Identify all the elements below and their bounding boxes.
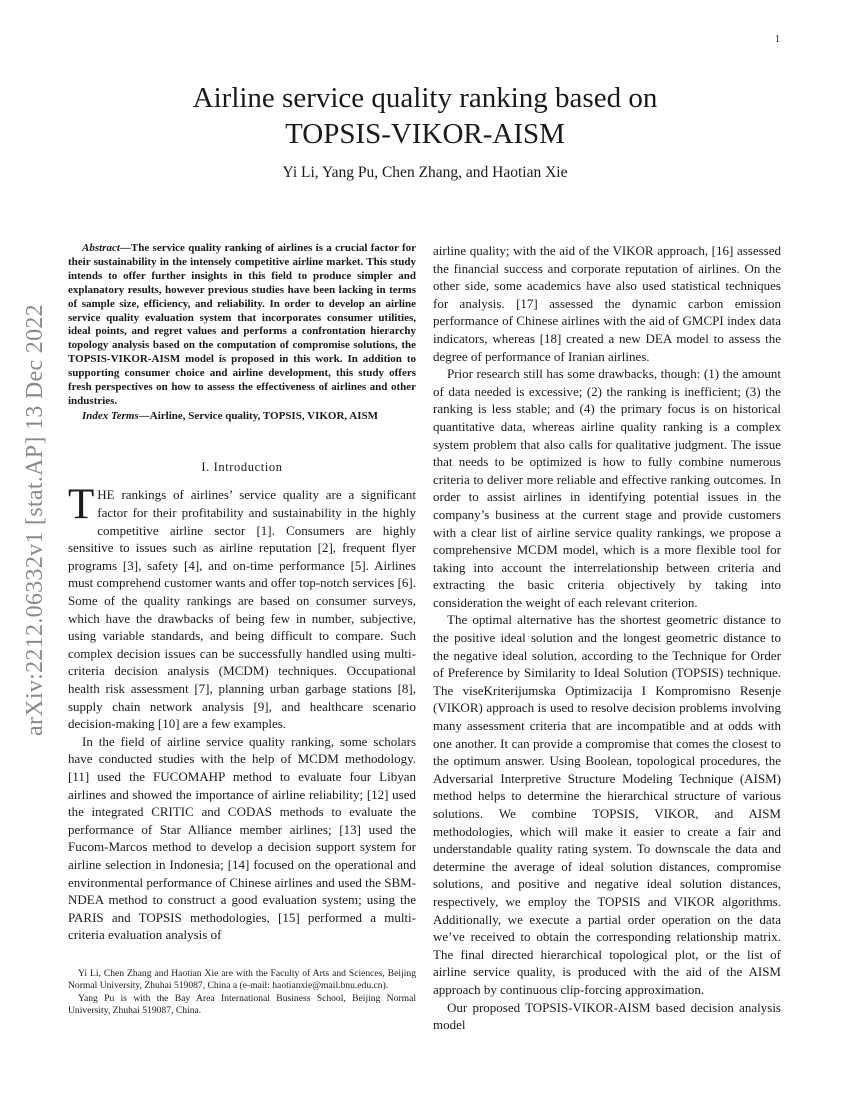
- paper-title: [90, 80, 760, 152]
- index-terms: [68, 409, 416, 423]
- title-line-2: TOPSIS-VIKOR-AISM: [285, 118, 565, 150]
- page-number: 1: [775, 34, 780, 45]
- footnote-affiliation-1: Yi Li, Chen Zhang and Haotian Xie are with the Faculty of Arts and Sciences, Beijing Normal University, Zhuhai 519087, China a (e-mail: haotianxie@mail.bnu.edu.cn).: [68, 968, 416, 992]
- abstract: [68, 242, 416, 409]
- author-list: Yi Li, Yang Pu, Chen Zhang, and Haotian Xie: [282, 164, 568, 181]
- left-column: [68, 242, 416, 944]
- abstract-text: —The service quality ranking of airlines is a crucial factor for their sustainability in the intensely competitive airline market. This study intends to offer further insights in this field to produce simpler and explanatory results, however previous studies have been lacking in terms of sample size, efficiency, and reliability. In order to develop an airline service quality evaluation system that incorporates consumer utilities, ideal points, and regret values and performs a confrontation hierarchy topology analysis based on the computation of compromise solutions, the TOPSIS-VIKOR-AISM model is proposed in this work. In addition to supporting consumer choice and airline development, this study offers fresh perspectives on how to assess the effectiveness of airlines and other industries.: [68, 242, 416, 407]
- section-heading-introduction: I. Introduction: [201, 459, 283, 474]
- intro-paragraph-1-text: HE rankings of airlines’ service quality are a significant factor for their profitability and sustainability in the highly competitive airline sector [1]. Consumers are highly sensitive to issues such as airline reputation [2], frequent flyer programs [3], safety [4], and on-time performance [5]. Airlines must comprehend customer wants and offer top-notch services [6]. Some of the quality rankings are based on consumer surveys, which have the drawbacks of being few in number, subjective, using variable standards, and being difficult to compare. Such complex decision issues can be successfully handled using multi-criteria decision analysis (MCDM) techniques. Occupational health risk assessment [7], planning urban garbage stations [8], supply chain network analysis [9], and healthcare scenario decision-making [10] are a few examples.: [68, 487, 416, 732]
- title-line-1: Airline service quality ranking based on: [192, 82, 658, 114]
- intro-paragraph-2-continued: airline quality; with the aid of the VIKOR approach, [16] assessed the financial success and corporate reputation of airlines. On the other side, some academics have also used statistical techniques for analysis. [17] assessed the dynamic carbon emission performance of Chinese airlines with the aid of GMCPI index data indicators, whereas [18] created a new DEA model to assess the degree of performance of Iranian airlines.: [433, 243, 781, 364]
- intro-paragraph-1: [68, 481, 416, 732]
- intro-paragraph-2: In the field of airline service quality ranking, some scholars have conducted studies with the help of MCDM methodology. [11] used the FUCOMAHP method to evaluate four Libyan airlines and showed the importance of airline reliability; [12] used the integrated CRITIC and CODAS methods to evaluate the performance of Star Alliance member airlines; [13] used the Fucom-Marcos method to develop a decision support system for airline selection in Indonesia; [14] focused on the operational and environmental performance of Chinese airlines and used the SBM-NDEA method to construct a good evaluation system; using the PARIS and TOPSIS methodologies, [15] performed a multi-criteria evaluation analysis of: [68, 733, 417, 943]
- intro-paragraph-3: Prior research still has some drawbacks, though: (1) the amount of data needed is excessive; (2) the ranking is inefficient; (3) the ranking is less stable; and (4) the primary focus is on historical quantitative data, whereas airline quality ranking is a complex system problem that also calls for qualitative judgment. The issue that needs to be optimized is how to fully combine numerous criteria to deliver more reliable and effective ranking outcomes. In order to assist airlines in identifying potential issues in the company’s business at the current stage and provide customers with a clear list of airline service quality rankings, we propose a comprehensive MCDM model, which is a more flexible tool for taking into account the interrelationship between criteria and extracting the basic criteria objectively by taking into consideration the weight of each relevant criterion.: [433, 366, 781, 610]
- abstract-label: Abstract: [82, 242, 120, 254]
- index-terms-text: —Airline, Service quality, TOPSIS, VIKOR, AISM: [138, 409, 379, 422]
- footnote-affiliation-2: Yang Pu is with the Bay Area International Business School, Beijing Normal University, Zhuhai 519087, China.: [68, 992, 416, 1017]
- arxiv-identifier[interactable]: arXiv:2212.06332v1 [stat.AP] 13 Dec 2022: [22, 304, 48, 736]
- index-terms-label: Index Terms: [82, 409, 139, 422]
- footnotes: [68, 968, 416, 1018]
- drop-cap: T: [68, 481, 95, 529]
- right-column: [433, 242, 781, 1034]
- intro-paragraph-5: Our proposed TOPSIS-VIKOR-AISM based decision analysis model: [433, 999, 781, 1033]
- intro-paragraph-4: The optimal alternative has the shortest geometric distance to the positive ideal solution and the longest geometric distance to the negative ideal solution, according to the Technique for Order of Preference by Similarity to Ideal Solution (TOPSIS) technique. The viseKriterijumska Optimizacija I Kompromisno Resenje (VIKOR) approach is used to resolve decision problems involving many assessment criteria that are incompatible and at odds with one another. It can provide a compromise that comes the closest to the optimum answer. Using Boolean, topological procedures, the Adversarial Interpretive Structure Modeling Technique (AISM) method helps to determine the hierarchical structure of various solutions. We combine TOPSIS, VIKOR, and AISM methodologies, which will make it easier to create a fair and understandable quality rating system. To downscale the data and determine the average of ideal solution distances, compromise solutions, and positive and negative ideal solution distances, respectively, we employ the TOPSIS and VIKOR algorithms. Additionally, we execute a partial order operation on the data we’ve received to obtain the corresponding relationship matrix. The final directed hierarchical topological plot, or the list of airline service quality, is produced with the aid of the AISM approach by continuous clip-forcing approximation.: [433, 612, 781, 997]
